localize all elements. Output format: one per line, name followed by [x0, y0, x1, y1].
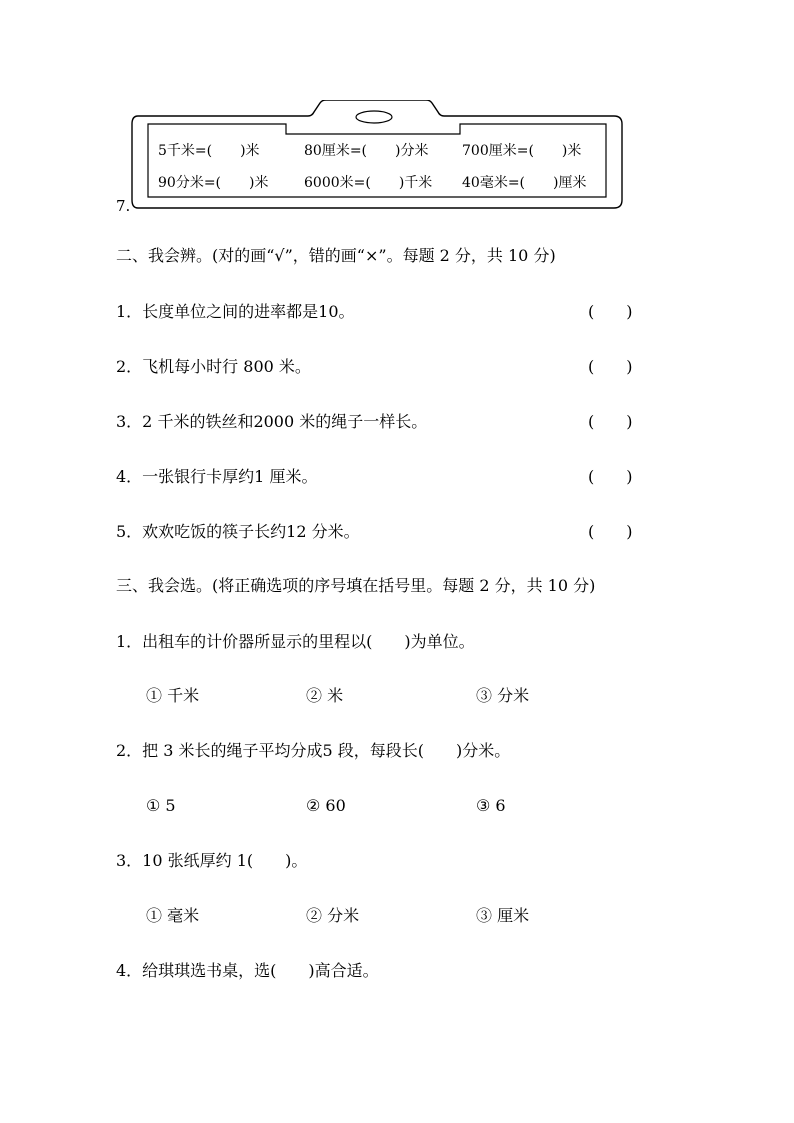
- judge-item-5: 5．欢欢吃饭的筷子长约12 分米。: [116, 522, 360, 541]
- judge-item-1: 1．长度单位之间的进率都是10。: [116, 302, 355, 321]
- choice-1-option-1: ① 千米: [146, 686, 200, 705]
- choice-question-4: 4．给琪琪选书桌，选( )高合适。: [116, 961, 379, 980]
- choice-2-option-2: ② 60: [306, 796, 346, 815]
- choice-question-2: 2．把 3 米长的绳子平均分成5 段，每段长( )分米。: [116, 741, 511, 760]
- q7-number: 7.: [116, 197, 131, 215]
- q7-cell-6: 40毫米=( )厘米: [462, 175, 587, 191]
- judge-answer-5[interactable]: ( ): [588, 522, 633, 541]
- choice-question-1: 1．出租车的计价器所显示的里程以( )为单位。: [116, 632, 475, 651]
- q7-cell-2: 80厘米=( )分米: [304, 143, 429, 159]
- q7-cell-1: 5千米=( )米: [158, 143, 260, 159]
- choice-1-option-3: ③ 分米: [476, 686, 530, 705]
- judge-item-3: 3．2 千米的铁丝和2000 米的绳子一样长。: [116, 412, 428, 431]
- section3-heading: 三、我会选。(将正确选项的序号填在括号里。每题 2 分，共 10 分): [116, 576, 596, 595]
- choice-3-option-1: ① 毫米: [146, 906, 200, 925]
- judge-answer-1[interactable]: ( ): [588, 302, 633, 321]
- q7-cell-4: 90分米=( )米: [158, 175, 269, 191]
- judge-answer-3[interactable]: ( ): [588, 412, 633, 431]
- choice-2-option-3: ③ 6: [476, 796, 506, 815]
- judge-answer-4[interactable]: ( ): [588, 467, 633, 486]
- q7-cell-5: 6000米=( )千米: [304, 175, 433, 191]
- judge-item-4: 4．一张银行卡厚约1 厘米。: [116, 467, 318, 486]
- q7-cell-3: 700厘米=( )米: [462, 143, 582, 159]
- judge-item-2: 2．飞机每小时行 800 米。: [116, 357, 311, 376]
- choice-3-option-2: ② 分米: [306, 906, 360, 925]
- choice-1-option-2: ② 米: [306, 686, 344, 705]
- section2-heading: 二、我会辨。(对的画“√”，错的画“×”。每题 2 分，共 10 分): [116, 246, 556, 265]
- judge-answer-2[interactable]: ( ): [588, 357, 633, 376]
- choice-question-3: 3．10 张纸厚约 1( )。: [116, 851, 308, 870]
- choice-3-option-3: ③ 厘米: [476, 906, 530, 925]
- choice-2-option-1: ① 5: [146, 796, 176, 815]
